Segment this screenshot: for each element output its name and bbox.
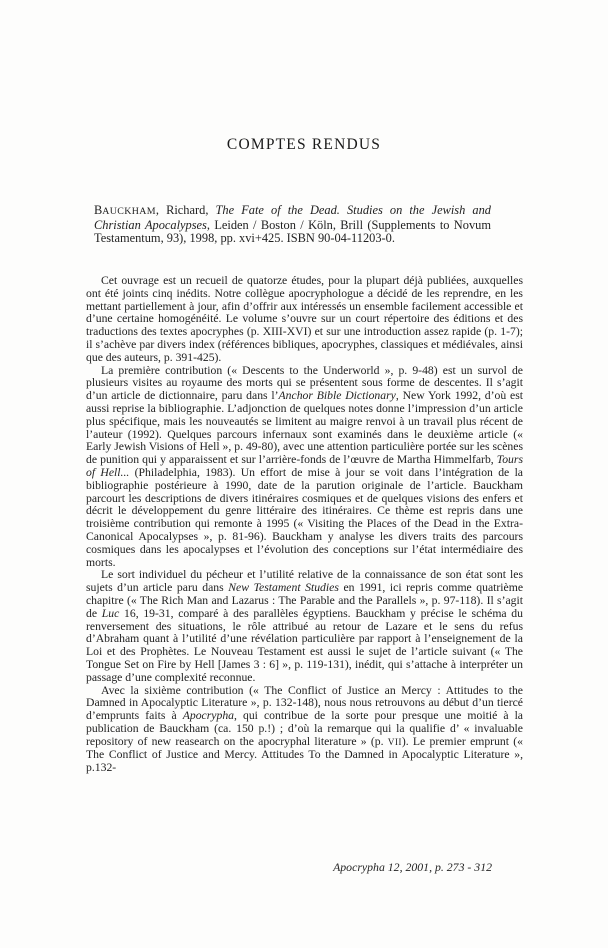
text-run: Tours of Hell...	[86, 453, 523, 479]
text-run: , Leiden / Boston / Köln, Brill (Supplements to Novum Testamentum, 93), 1998, pp. xvi+425. ISBN 90-04-11203-0.	[94, 217, 491, 246]
text-run: Avec la sixième contribution (« The Conflict of Justice an Mercy : Attitudes to the Damned in Apocalyptic Literature », p. 132-148), nous nous retrouvons au début d’un tiercé d’emprunts faits à	[86, 683, 523, 723]
review-paragraph-4	[86, 685, 523, 776]
review-paragraph-3	[86, 569, 523, 684]
text-run: B	[94, 203, 103, 217]
text-run: en 1991, ici repris comme quatrième chapitre (« The Rich Man and Lazarus : The Parable and the Parallels », p. 97-118). Il s’agit de	[86, 581, 524, 620]
text-run: The Fate of the Dead. Studies on the Jewish and Christian Apocalypses	[94, 203, 491, 232]
text-run: , qui contribue de la sorte pour presque une moitié à la publication de Bauckham (ca. 150 p.!) ; d’où la remarque qui la qualifie d’ « invaluable repository of new reasearch on the apocryphal literature » (p.	[86, 709, 523, 748]
text-run: Anchor Bible Dictionary	[278, 389, 396, 403]
review-body	[86, 275, 523, 775]
text-run: ). Le premier emprunt (« The Conflict of Justice and Mercy. Attitudes To the Damned in Apocalyptic Literature », p.132-	[86, 734, 523, 775]
text-run: New Testament Studies	[228, 581, 339, 595]
text-run: AUCKHAM	[102, 206, 156, 217]
text-run: VII	[387, 737, 402, 748]
review-paragraph-2	[86, 365, 523, 570]
text-run: , New York 1992, d’où est aussi reprise la bibliographie. L’adjonction de quelques notes donne l’impression d’un article plus spécifique, mais les nouveautés se limitent au maigre renvoi à un travail plus récent de l’auteur (1992). Quelques parcours infernaux sont examinés dans le deuxième article (« Early Jewish Visions of Hell », p. 49-80), avec une attention particulière portée sur les scènes de punition qui y apparaissent et sur l’arrière-fonds de l’œuvre de Martha Himmelfarb,	[86, 389, 523, 467]
text-run: , Richard,	[155, 203, 216, 217]
text-run: Luc	[101, 606, 120, 620]
text-run: (Philadelphia, 1983). Un effort de mise à jour se voit dans l’intégration de la bibliographie postérieure à 1990, date de la parution originale de l’article. Bauckham parcourt les descriptions de divers itinéraires cosmiques et de quelques visions des enfers et décrit le développement du genre littéraire des itinéraires. Ce thème est repris dans une troisième contribution qui remonte à 1995 (« Visiting the Places of the Dead in the Extra-Canonical Apocalypses », p. 81-96). Bauckham y analyse les divers traits des parcours cosmiques dans les apocalypses et l’évolution des conceptions sur l’état intermédiaire des morts.	[86, 465, 523, 569]
review-paragraph-1	[86, 275, 523, 365]
text-run: 16, 19-31, comparé à des parallèles égyptiens. Bauckham y précise le schéma du renversement des situations, le rôle attribué au retour de Lazare et le sens du refus d’Abraham quant à l’utilité d’une révélation particulière par rapport à l’enseignement de la Loi et des Prophètes. Le Nouveau Testament est aussi le sujet de l’article suivant (« The Tongue Set on Fire by Hell [James 3 : 6] », p. 119-131), inédit, qui s’attache à interpréter un passage d’une complexité reconnue.	[86, 606, 523, 684]
book-reference	[94, 204, 491, 246]
text-run: Apocrypha	[182, 709, 235, 723]
journal-footer: Apocrypha 12, 2001, p. 273 - 312	[333, 860, 492, 874]
page-title: COMPTES RENDUS	[226, 136, 382, 153]
text-run: La première contribution (« Descents to the Underworld », p. 9-48) est un survol de plusieurs visites au royaume des morts qui se présentent sous forme de descentes. Il s’agit d’un article de dictionnaire, paru dans l’	[86, 363, 523, 403]
text-run: Cet ouvrage est un recueil de quatorze études, pour la plupart déjà publiées, auxquelles ont été joints cinq inédits. Notre collègue apocryphologue a décidé de les reprendre, en les mettant partiellement à jour, afin d’offrir aux intéressés un ensemble facilement accessible et d’une certaine homogénéité. Le volume s’ouvre sur un court répertoire des éditions et des traductions des textes apocryphes (p. XIII-XVI) et sur une introduction assez rapide (p. 1-7); il s’achève par divers index (références bibliques, apocryphes, classiques et médiévales, ainsi que des auteurs, p. 391-425).	[86, 274, 523, 364]
text-run: Le sort individuel du pécheur et l’utilité relative de la connaissance de son état sont les sujets d’un article paru dans	[86, 568, 523, 595]
